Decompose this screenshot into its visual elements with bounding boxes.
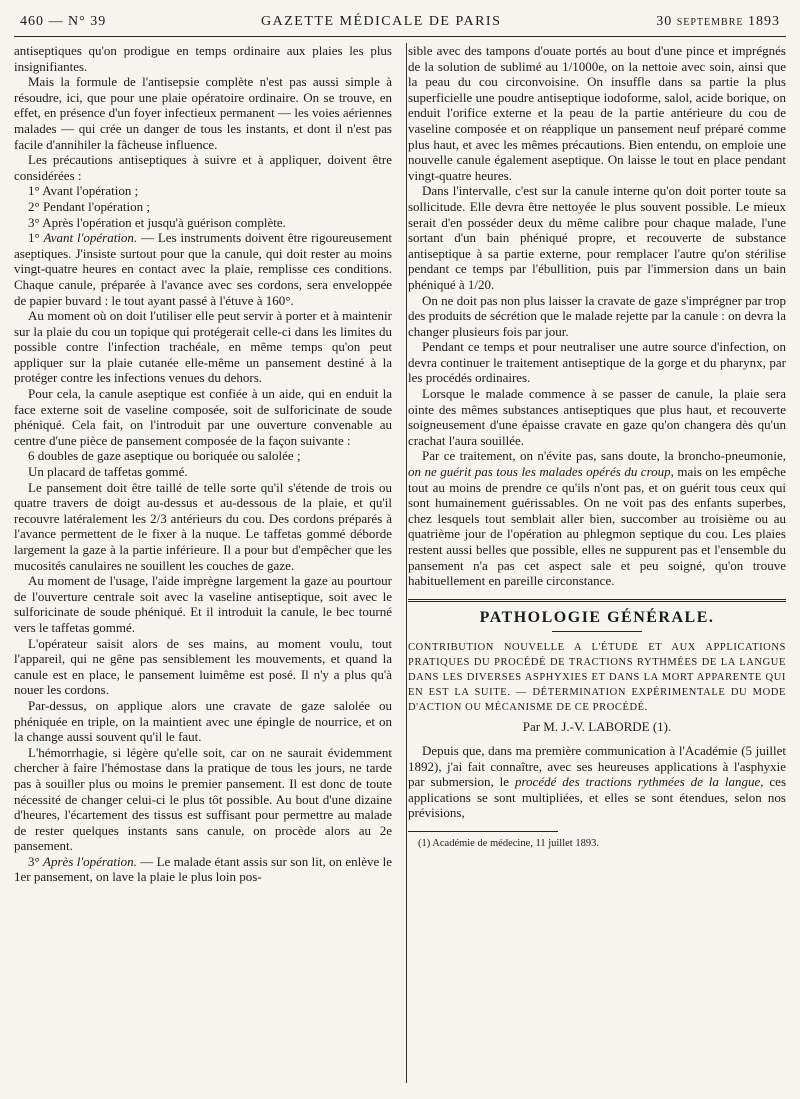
paragraph: L'hémorrhagie, si légère qu'elle soit, car on ne saurait évidemment chercher à faire l'hémostase dans la pratique de tous les jours, ne tarde pas à souiller plus ou moins le premier pansement. Il est donc de toute nécessité de changer celui-ci le plus tôt possible. Au bout d'une dizaine d'heures, l'écartement des tissus est suffisant pour permettre au malade de rester quelques instants sans canule, on procède alors au 2e pansement.: [14, 744, 392, 854]
paragraph: Dans l'intervalle, c'est sur la canule interne qu'on doit porter toute sa sollicitude. Elle devra être nettoyée le plus souvent possible. Le mieux serait d'en posséder deux du même calibre pour chaque malade, l'une sortant d'un bain phéniqué propre, et recouverte de substance antiseptique à sa partie externe, pour remplacer l'autre qu'on stérilise pendant ce temps par l'ébullition, puis par l'immersion dans un bain phéniqué à 1/20.: [408, 183, 786, 292]
paragraph: Lorsque le malade commence à se passer de canule, la plaie sera ointe des mêmes substances antiseptiques que plus haut, et recouverte soigneusement d'une épaisse cravate en gaze qu'on changera dès qu'un crachat l'aura souillée.: [408, 386, 786, 448]
section-title: PATHOLOGIE GÉNÉRALE.: [479, 608, 715, 626]
section-title-rule: [552, 631, 642, 632]
paragraph: Le pansement doit être taillé de telle sorte qu'il s'étende de trois ou quatre travers de doigt au-dessus et au-dessous de la plaie, et qu'il recouvre latéralement les 2/3 antérieurs du cou. Des cordons préparés à l'avance permettent de le fixer à la nuque. Le taffetas gommé déborde largement la gaze à la partie inférieure. Il a pour but d'empêcher que les mucosités canulaires ne souillent les couches de gaze.: [14, 479, 392, 573]
paragraph: Un placard de taffetas gommé.: [28, 464, 188, 480]
page-header: [14, 14, 786, 37]
text-run: — Les instruments doivent être rigoureusement aseptiques. J'insiste surtout pour que la canule, qui doit rester au moins vingt-quatre heures en contact avec la plaie, remplisse ces conditions. Chaque canule, préparée à l'avance avec ses cordons, sera enveloppée de papier buvard : le tout ayant passé à l'étuve à 160°.: [14, 230, 392, 308]
article-author: Par M. J.-V. LABORDE (1).: [522, 719, 672, 735]
paragraph: [14, 854, 392, 885]
left-column: [14, 43, 400, 885]
section-divider: [408, 599, 786, 602]
list-item: 3° Après l'opération et jusqu'à guérison complète.: [28, 214, 286, 230]
italic-phrase: procédé des tractions rythmées de la langue,: [514, 774, 764, 790]
text-run: — Le malade étant assis sur son lit, on enlève le 1er pansement, on lave la plaie le plus loin pos-: [14, 853, 392, 885]
italic-heading: Après l'opération.: [43, 853, 137, 869]
italic-phrase: on ne guérit pas tous les malades opérés du croup,: [408, 464, 674, 480]
paragraph: Les précautions antiseptiques à suivre et à appliquer, doivent être considérées :: [14, 152, 392, 183]
paragraph: [14, 230, 392, 308]
paragraph: Par-dessus, on applique alors une cravate de gaze salolée ou phéniquée en triple, on la maintient avec une épingle de nourrice, et on la change aussi souvent qu'il le faut.: [14, 697, 392, 745]
article-columns: [14, 43, 786, 885]
date-day: 30: [656, 14, 673, 29]
paragraph: Pendant ce temps et pour neutraliser une autre source d'infection, on devra continuer le traitement antiseptique de la gorge et du pharynx, par les procédés ordinaires.: [408, 339, 786, 386]
date-month: SEPTEMBRE: [676, 17, 744, 28]
paragraph: sible avec des tampons d'ouate portés au bout d'une pince et imprégnés de la solution de sublimé au 1/1000e, on la nettoie avec soin, ainsi que la peau du cou circonvoisine. On insuffle dans sa partie la plus superficielle une poudre antiseptique iodoforme, salol, acide borique, on enduit l'orifice externe et la peau de la partie antérieure du cou de vaseline composée et on réapplique un pansement neuf préparé comme plus haut, et avec les mêmes précautions. Bien entendu, on emploie une nouvelle canule également aseptique. On laisse le tout en place pendant vingt-quatre heures.: [408, 43, 786, 183]
paragraph: L'opérateur saisit alors de ses mains, au moment voulu, tout l'appareil, qui ne gêne pas sensiblement les mouvements, et quand la canule est en place, le pansement luimême est posé. Il n'y a plus qu'à nouer les cordons.: [14, 635, 392, 698]
list-item: 2° Pendant l'opération ;: [28, 198, 150, 214]
paragraph: 6 doubles de gaze aseptique ou boriquée ou salolée ;: [28, 448, 301, 464]
date-year: 1893: [747, 14, 780, 29]
paragraph: Mais la formule de l'antisepsie complète n'est pas aussi simple à résoudre, ici, que pour une plaie opératoire ordinaire. On se trouve, en effet, en présence d'un foyer infectieux permanent — les voies aériennes malades — qui crée un danger de tous les instants, et dont il n'est pas facile d'annihiler la fâcheuse influence.: [14, 74, 392, 152]
footnote: (1) Académie de médecine, 11 juillet 1893.: [418, 837, 599, 849]
journal-title: GAZETTE MÉDICALE DE PARIS: [261, 14, 502, 29]
text-run: 3°: [28, 853, 44, 869]
page-number: 460 — N° 39: [20, 14, 107, 29]
text-run: ces applications se sont multipliées, et elles se sont étendues, selon nos prévisions,: [408, 774, 787, 821]
right-column: [400, 43, 786, 885]
footnote-rule: [408, 831, 558, 832]
article-title: CONTRIBUTION NOUVELLE A L'ÉTUDE ET AUX APPLICATIONS PRATIQUES DU PROCÉDÉ DE TRACTIONS RYTHMÉES DE LA LANGUE DANS LES DIVERSES ASPHYXIES ET DANS LA MORT APPARENTE QUI EN EST LA SUITE. — DÉTERMINATION EXPÉRIMENTALE DU MODE D'ACTION OU MÉCANISME DE CE PROCÉDÉ.: [408, 642, 786, 714]
text-run: Depuis que, dans ma première communication à l'Académie (5 juillet 1892), j'ai fait connaître, avec ses heureuses applications à l'asphyxie par submersion, le: [408, 742, 786, 790]
paragraph: Pour cela, la canule aseptique est confiée à un aide, qui en enduit la face externe soit de vaseline composée, soit de sulforicinate de soude phéniqué. Cela fait, on l'introduit par une ouverture convenable au centre d'une pièce de pansement composée de la façon suivante :: [14, 386, 392, 448]
column-divider: [406, 43, 407, 1083]
italic-heading: Avant l'opération.: [43, 230, 138, 246]
paragraph: [408, 743, 786, 821]
issue-date: [656, 14, 780, 30]
list-item: 1° Avant l'opération ;: [28, 183, 139, 199]
paragraph: Au moment où on doit l'utiliser elle peut servir à porter et à maintenir sur la plaie du cou un topique qui protégerait celle-ci dans les limites du possible contre l'infection trachéale, en même temps qu'on peut appliquer sur la plaie cutanée elle-même un pansement destiné à la protéger contre les infections venues du dehors.: [14, 308, 392, 386]
paragraph: On ne doit pas non plus laisser la cravate de gaze s'imprégner par trop des produits de sécrétion que le malade rejette par la canule : on devra la changer plusieurs fois par jour.: [408, 292, 786, 339]
text-run: 1°: [28, 230, 44, 246]
text-run: Par ce traitement, on n'évite pas, sans doute, la broncho-pneumonie,: [422, 448, 786, 464]
paragraph: [408, 448, 786, 588]
paragraph: Au moment de l'usage, l'aide imprègne largement la gaze au pourtour de l'ouverture centrale soit avec la vaseline antiseptique, soit avec le sulforicinate de soude phéniqué. Et il introduit la canule, le bec tourné vers le taffetas gommé.: [14, 573, 392, 635]
text-run: mais on les empêche tout au moins de prendre ce qu'ils n'ont pas, et on guérit tous ceux qui sont humainement guérissables. On ne voit pas des enfants superbes, chez lesquels tout semblait aller bien, succomber au troisième ou au quatrième jour de l'opération au phlegmon septique du cou. Les plaies restent aussi belles que possible, elles ne suppurent pas et l'ensemble du pansement n'a pas cet aspect sale et peu soigné, qu'on trouve habituellement en pareille circonstance.: [408, 464, 787, 589]
paragraph: antiseptiques qu'on prodigue en temps ordinaire aux plaies les plus insignifiantes.: [14, 43, 392, 74]
